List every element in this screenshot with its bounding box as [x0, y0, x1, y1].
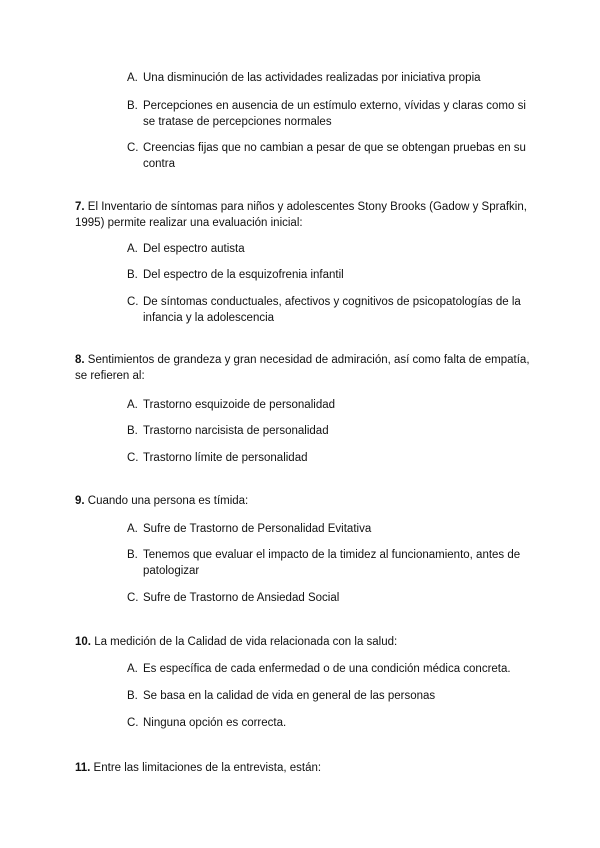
question-text: La medición de la Calidad de vida relacionada con la salud:	[91, 636, 398, 648]
question-text: Entre las limitaciones de la entrevista, están:	[90, 762, 322, 774]
option-a	[127, 70, 527, 86]
option-a	[127, 397, 527, 413]
question-9	[75, 493, 530, 509]
option-letter: C.	[127, 296, 139, 308]
option-text: Del espectro de la esquizofrenia infantil	[143, 269, 344, 281]
option-b	[127, 688, 527, 704]
question-10	[75, 634, 530, 650]
option-b	[127, 267, 527, 283]
option-letter: C.	[127, 142, 139, 154]
option-letter: A.	[127, 243, 138, 255]
question-text: Cuando una persona es tímida:	[84, 495, 249, 507]
option-text: Tenemos que evaluar el impacto de la timidez al funcionamiento, antes de	[143, 549, 521, 561]
option-text: De síntomas conductuales, afectivos y cognitivos de psicopatologías de la	[143, 296, 521, 308]
option-letter: B.	[127, 690, 138, 702]
option-text: Trastorno narcisista de personalidad	[143, 425, 329, 437]
option-text: Una disminución de las actividades realizadas por iniciativa propia	[143, 72, 481, 84]
question-number: 11.	[75, 762, 91, 774]
question-number: 9.	[75, 495, 85, 507]
option-text-continued: contra	[143, 158, 175, 170]
option-text: Creencias fijas que no cambian a pesar de que se obtengan pruebas en su	[143, 142, 526, 154]
question-number: 10.	[75, 636, 91, 648]
question-number: 7.	[75, 201, 85, 213]
option-text: Percepciones en ausencia de un estímulo externo, vívidas y claras como si	[143, 100, 526, 112]
option-letter: A.	[127, 399, 138, 411]
option-c	[127, 294, 527, 326]
option-text: Trastorno límite de personalidad	[143, 452, 308, 464]
option-letter: C.	[127, 452, 139, 464]
question-text-continued: se refieren al:	[75, 370, 145, 382]
option-letter: B.	[127, 549, 138, 561]
option-c	[127, 450, 527, 466]
option-text-continued: patologizar	[143, 565, 200, 577]
option-letter: A.	[127, 523, 138, 535]
option-c	[127, 715, 527, 731]
option-text: Trastorno esquizoide de personalidad	[143, 399, 336, 411]
option-text: Del espectro autista	[143, 243, 245, 255]
option-a	[127, 241, 527, 257]
option-a	[127, 521, 527, 537]
option-text: Se basa en la calidad de vida en general de las personas	[143, 690, 436, 702]
question-text-continued: 1995) permite realizar una evaluación inicial:	[75, 217, 303, 229]
option-letter: B.	[127, 100, 138, 112]
option-b	[127, 423, 527, 439]
question-11	[75, 760, 530, 776]
option-letter: B.	[127, 269, 138, 281]
option-text: Ninguna opción es correcta.	[143, 717, 287, 729]
option-text: Sufre de Trastorno de Ansiedad Social	[143, 592, 340, 604]
question-7	[75, 199, 530, 231]
option-a	[127, 661, 527, 677]
option-letter: A.	[127, 72, 138, 84]
option-c	[127, 140, 527, 172]
option-letter: B.	[127, 425, 138, 437]
option-c	[127, 590, 527, 606]
option-letter: C.	[127, 717, 139, 729]
question-text: El Inventario de síntomas para niños y adolescentes Stony Brooks (Gadow y Sprafkin,	[84, 201, 527, 213]
question-text: Sentimientos de grandeza y gran necesidad de admiración, así como falta de empatía,	[84, 354, 530, 366]
option-text: Sufre de Trastorno de Personalidad Evitativa	[143, 523, 372, 535]
question-8	[75, 352, 530, 384]
option-text-continued: se tratase de percepciones normales	[143, 116, 332, 128]
option-b	[127, 547, 527, 579]
option-letter: A.	[127, 663, 138, 675]
option-text-continued: infancia y la adolescencia	[143, 312, 275, 324]
option-text: Es específica de cada enfermedad o de una condición médica concreta.	[143, 663, 511, 675]
question-number: 8.	[75, 354, 85, 366]
option-b	[127, 98, 527, 130]
option-letter: C.	[127, 592, 139, 604]
